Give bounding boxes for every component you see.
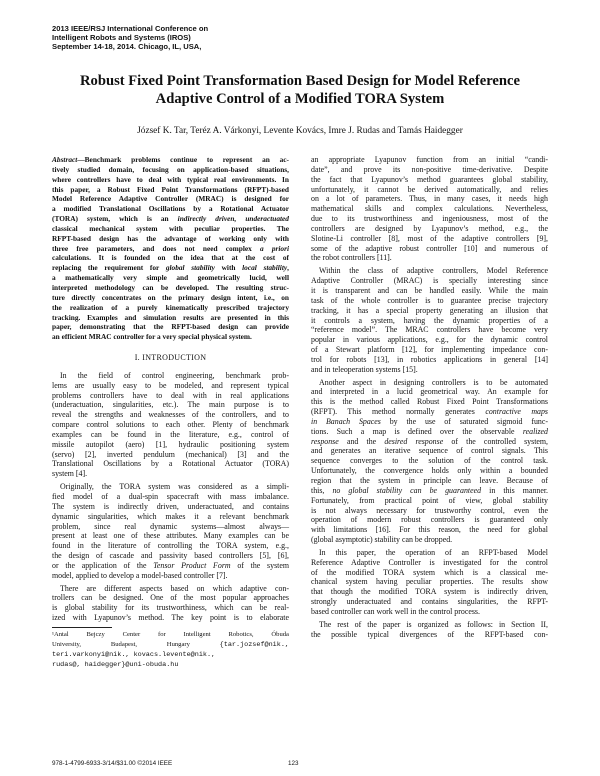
text-line: compare control solutions to each other. Plenty of benchmark xyxy=(52,420,289,430)
text-line: unfortunately, it cannot be derived automatically, and relies xyxy=(311,184,548,194)
text-line: (servo) [2], inverted pendulum (mechanical) [3] and the xyxy=(52,449,289,459)
text-line: ¹Antal Bejczy Center for Intelligent Robotics, Óbuda xyxy=(52,630,289,638)
text-line: Reference Adaptive Controller is investigated for the control xyxy=(311,557,548,567)
title-line-1: Robust Fixed Point Transformation Based Design for Model Reference xyxy=(80,73,520,89)
text-line: (RFPT). This method normally generates contractive maps xyxy=(311,407,548,417)
text-line: classical mechanical system with peculiar properties. The xyxy=(52,223,289,233)
text-line: tracking, it has a special property generating an illusion that xyxy=(311,305,548,315)
text-line: due to its trustworthiness and ingeniousness, most of the xyxy=(311,214,548,224)
text-line: University, Budapest, Hungary {tar.jozsef@nik., xyxy=(52,640,289,649)
text-line: the fact that Lyapunov’s method guarantees global stability, xyxy=(311,174,548,184)
text-line: in Banach Spaces by the use of saturated sigmoid func- xyxy=(311,416,548,426)
text-line: operation of modern robust controllers is guaranteed only xyxy=(311,515,548,525)
text-line: a mathematically very simple and geometrically lucid, well xyxy=(52,273,289,283)
text-line: teri.varkonyi@nik., kovacs.levente@nik., xyxy=(52,650,216,659)
text-line: RFPT-based design has the advantage of working only with xyxy=(52,233,289,243)
text-line: it controls a system, having the dynamic properties of a xyxy=(311,315,548,325)
text-line: where controllers have to deal with typical real environments. In xyxy=(52,174,289,184)
text-line: chanical system having peculiar properties. The results show xyxy=(311,577,548,587)
text-line: task of the whole controller is to guarantee precise trajectory xyxy=(311,295,548,305)
text-line: Abstract—Benchmark problems continue to represent an ac- xyxy=(52,155,289,164)
text-line: and interpreted in a lucid geometrical way. An example for xyxy=(311,387,548,397)
text-line: reveal the strengths and weaknesses of the controllers, and to xyxy=(52,410,289,420)
text-line: problems controllers have to deal with in real applications xyxy=(52,390,289,400)
text-line: rudas@, haidegger}@uni-obuda.hu xyxy=(52,660,179,669)
text-line: Model Reference Adaptive Controller (MRAC) is designed for xyxy=(52,194,289,204)
text-line: sequence converges to the solution of the control task. xyxy=(311,456,548,466)
right-column-text xyxy=(311,155,548,640)
text-line: the realization of a purely kinematically prescribed trajectory xyxy=(52,302,289,312)
text-line: missile autopilot (aero) [1], hydraulic positioning system xyxy=(52,439,289,449)
text-line: based controller can work well in the control process. xyxy=(311,606,480,616)
text-line: fied model of a dual-spin spacecraft with mass imbalance. xyxy=(52,492,289,501)
text-line: some of the adaptive robust controller [10] and numerous of xyxy=(311,243,548,253)
author-list: József K. Tar, Teréz A. Várkonyi, Levente Kovács, Imre J. Rudas and Tamás Haidegger xyxy=(137,126,463,136)
text-line: a modified Translational Oscillations by a Rotational Actuator xyxy=(52,204,289,214)
text-line: and in teleoperation systems [15]. xyxy=(311,364,418,374)
text-line: Slotine-Li controller [8], most of the adaptive controllers [9], xyxy=(311,233,548,243)
affiliation-footnote xyxy=(52,631,289,670)
conference-line-1: 2013 IEEE/RSJ International Conference on xyxy=(52,24,209,33)
text-line: strongly underactuated and contains singularities, the RFPT- xyxy=(311,597,548,607)
text-line: it is transparent and can be handled easily. While the main xyxy=(311,285,548,295)
text-line: Translational Oscillations by a Rotational Actuator (TORA) xyxy=(52,459,289,469)
text-line: with limitations [16]. For this reason, the need for global xyxy=(311,525,548,535)
text-line: (TORA) system, which is an indirectly driven, underactuated xyxy=(52,214,289,224)
text-line: the robot controllers [11]. xyxy=(311,253,392,263)
text-line: problem, since real dynamic systems—almost always— xyxy=(52,521,289,531)
text-line: of the modified TORA system which is a classical me- xyxy=(311,567,548,577)
text-line: In the field of control engineering, benchmark prob- xyxy=(60,370,289,380)
text-line: present at least one of these attributes. Many examples can be xyxy=(52,531,289,541)
text-line: is global stability for its trustworthiness, which can be real- xyxy=(52,603,289,613)
text-line: There are different aspects based on which adaptive con- xyxy=(60,583,289,593)
text-line: popular in various applications, e.g., for the dynamic control xyxy=(311,335,548,345)
section-heading: I. INTRODUCTION xyxy=(134,353,207,363)
paper-title xyxy=(40,72,560,108)
left-column xyxy=(52,155,289,670)
text-line: model, applied to develop a model-based controller [7]. xyxy=(52,570,228,580)
text-line: response and the desired response of the controlled system, xyxy=(311,436,548,446)
footnote-rule xyxy=(52,627,112,628)
text-line: The system is indirectly driven, underactuated, and contains xyxy=(52,501,289,511)
text-line: an efficient MRAC controller for a very special physical system. xyxy=(52,332,252,342)
text-line: examples can be found in the literature, e.g., control of xyxy=(52,429,289,439)
text-line: Originally, the TORA system was considered as a simpli- xyxy=(60,482,289,492)
text-line: ture directly concentrates on the primary design intent, i.e., on xyxy=(52,292,289,302)
text-line: controllers are designed by Lyapunov’s method, e.g., the xyxy=(311,223,548,233)
text-line: of a Stewart platform [12], for implementing impedance con- xyxy=(311,345,548,355)
title-line-2: Adaptive Control of a Modified TORA System xyxy=(155,91,445,107)
text-line: mathematical skills and complex calculations. Nevertheless, xyxy=(311,204,548,214)
conference-header xyxy=(52,24,352,52)
text-line: Unfortunately, the convergence holds only within a bounded xyxy=(311,466,548,476)
text-line: paper, demonstrating that the RFPT-based design can provide xyxy=(52,322,289,332)
text-line: calculations. It is founded on the idea that at the cost of xyxy=(52,253,289,263)
conference-line-2: Intelligent Robots and Systems (IROS) xyxy=(52,33,191,43)
footer-isbn: 978-1-4799-6933-3/14/$31.00 ©2014 IEEE xyxy=(52,760,173,767)
text-line: system [4]. xyxy=(52,469,88,479)
text-line: the design of cascade and passivity based controllers [5], [6], xyxy=(52,551,289,561)
text-line: The rest of the paper is organized as follows: in Section II, xyxy=(319,619,548,629)
text-line: tracking. Examples and simulation results are presented in this xyxy=(52,312,289,322)
text-line: ized with Lyapunov’s method. The key point is to elaborate xyxy=(52,613,289,623)
right-column xyxy=(311,155,548,640)
text-line: three free parameters, and does not need complex a priori xyxy=(52,243,289,253)
text-line: and generates an iterative sequence of control signals. This xyxy=(311,446,548,456)
text-line: replacing the requirement for global stability with local stability, xyxy=(52,263,289,273)
text-line: this paper, a Robust Fixed Point Transformations (RFPT)-based xyxy=(52,184,289,194)
text-line: Adaptive Controller (MRAC) is specially interesting since xyxy=(311,276,548,286)
page-number: 123 xyxy=(288,760,299,767)
text-line: tions. Such a map is defined over the observable realized xyxy=(311,426,548,436)
text-line: lems are usually easy to be modeled, and represent typical xyxy=(52,380,289,390)
text-line: region that the system in principle can leave. Because of xyxy=(311,476,548,485)
conference-line-3: September 14-18, 2014. Chicago, IL, USA, xyxy=(52,42,202,52)
text-line: interpreted methodology can be developed. The resulting struc- xyxy=(52,282,289,292)
text-line: this, no global stability can be guaranteed in this manner. xyxy=(311,485,549,495)
text-line: tively studied domain, focusing on application-based situations, xyxy=(52,164,289,174)
text-line: the possible typical divergences of the RFPT-based con- xyxy=(311,629,548,639)
left-column-text xyxy=(52,155,289,623)
text-line: found in the literature of controlling the TORA system, e.g., xyxy=(52,541,289,551)
text-line: an appropriate Lyapunov function from an initial “candi- xyxy=(311,155,548,164)
text-line: Within the class of adaptive controllers, Model Reference xyxy=(319,266,548,276)
text-line: date”, and prove its non-positive time-derivative. Despite xyxy=(311,164,548,174)
text-line: is not always necessary for trustworthy control, even the xyxy=(311,505,548,515)
text-line: that though the modified TORA system is indirectly driven, xyxy=(311,587,548,597)
text-line: (underactuation, singularities, etc.). The main purpose is to xyxy=(52,400,289,410)
text-line: “reference model”. The MRAC controllers have become very xyxy=(311,325,548,335)
text-line: In this paper, the operation of an RFPT-based Model xyxy=(319,547,548,557)
text-line: Another aspect in designing controllers is to be automated xyxy=(319,377,548,387)
text-line: Fortunately, from practical point of view, global stability xyxy=(311,495,548,505)
text-line: dynamic singularities, which makes it a relevant benchmark xyxy=(52,511,289,521)
text-line: or the application of the Tensor Product Form of the system xyxy=(52,560,289,570)
text-line: trollers can be designed. One of the most popular approaches xyxy=(52,593,289,603)
text-line: on a lot of parameters. Thus, in many cases, it needs high xyxy=(311,194,548,204)
text-line: (global asymptotic) stability can be dropped. xyxy=(311,535,453,545)
text-line: this is the method called Robust Fixed Point Transformations xyxy=(311,397,548,407)
text-line: trol for robots [13], in robotics applications in general [14] xyxy=(311,354,548,364)
